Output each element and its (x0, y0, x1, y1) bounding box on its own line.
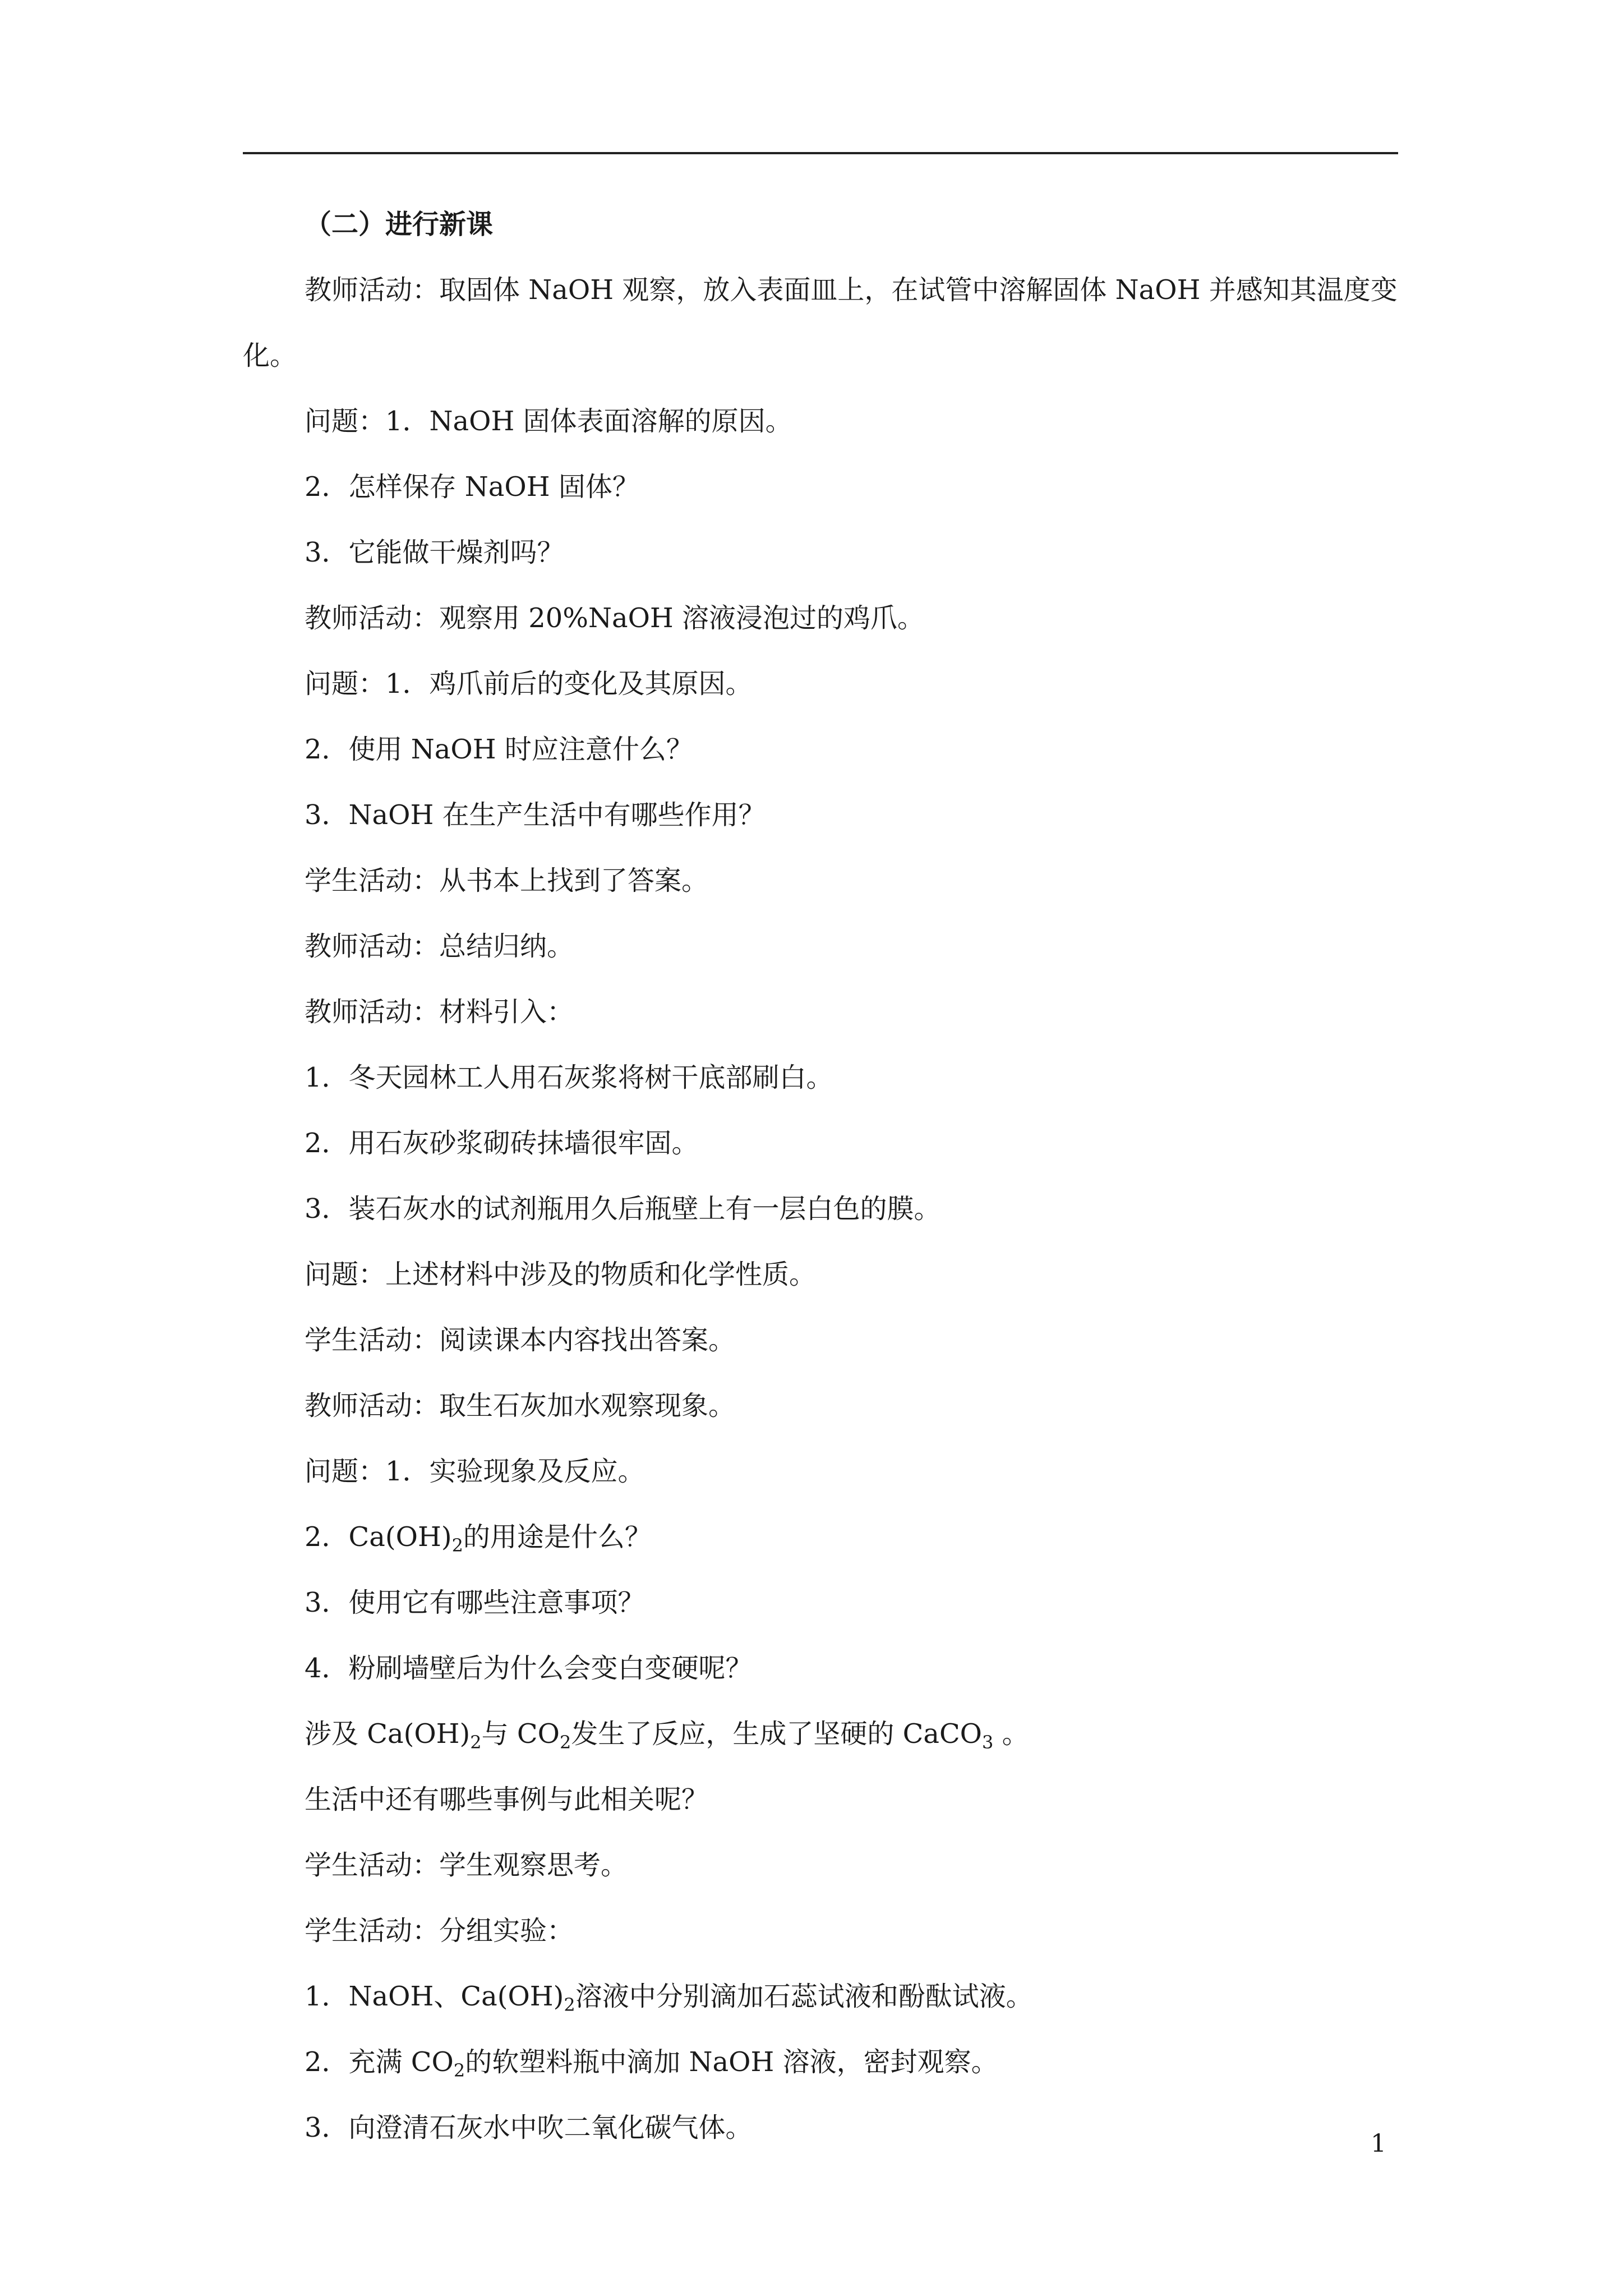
document-body (243, 208, 1398, 2177)
paragraph-line: 学生活动：分组实验： (305, 1915, 574, 1947)
subscript: 3 (982, 1732, 994, 1753)
paragraph-line-co2-bottle (243, 2045, 1398, 2079)
subscript: 2 (470, 1732, 482, 1753)
text-run: 与 CO (481, 1718, 560, 1750)
text-run: 。 (993, 1718, 1029, 1750)
paragraph-line: 学生活动：从书本上找到了答案。 (305, 865, 709, 896)
paragraph-line: 生活中还有哪些事例与此相关呢？ (305, 1784, 709, 1815)
subscript: 2 (559, 1732, 571, 1753)
paragraph-line-indicator (243, 1980, 1398, 2016)
header-rule (243, 152, 1398, 154)
paragraph-line: 学生活动：学生观察思考。 (305, 1849, 628, 1881)
paragraph-line: 2．怎样保存 NaOH 固体？ (305, 471, 639, 503)
text-run: 的软塑料瓶中滴加 NaOH 溶液，密封观察。 (465, 2046, 998, 2078)
paragraph-line: 教师活动：材料引入： (305, 996, 574, 1028)
paragraph-line: 3．向澄清石灰水中吹二氧化碳气体。 (305, 2112, 753, 2143)
text-run: 1．NaOH、Ca(OH) (305, 1981, 564, 2012)
paragraph-line: 3．它能做干燥剂吗？ (305, 537, 564, 568)
paragraph-line: 问题：上述材料中涉及的物质和化学性质。 (305, 1259, 817, 1290)
paragraph-line: 2．使用 NaOH 时应注意什么？ (305, 734, 693, 765)
paragraph-line: 问题：1．实验现象及反应。 (305, 1456, 645, 1487)
paragraph-line: 问题：1．鸡爪前后的变化及其原因。 (305, 668, 753, 700)
text-run: 2．充满 CO (305, 2046, 454, 2078)
subscript: 2 (453, 2060, 465, 2081)
text-run: 涉及 Ca(OH) (305, 1718, 471, 1750)
section-heading: （二）进行新课 (305, 209, 494, 240)
paragraph-line: 2．用石灰砂浆砌砖抹墙很牢固。 (305, 1128, 699, 1159)
paragraph-line: 3．使用它有哪些注意事项？ (305, 1587, 645, 1618)
paragraph-line: 3．NaOH 在生产生活中有哪些作用？ (305, 799, 766, 831)
paragraph-line-reaction (243, 1717, 1398, 1751)
text-run: 溶液中分别滴加石蕊试液和酚酞试液。 (575, 1981, 1033, 2012)
paragraph-line: 问题：1．NaOH 固体表面溶解的原因。 (305, 406, 792, 437)
subscript: 2 (564, 1994, 575, 2016)
paragraph-line: 学生活动：阅读课本内容找出答案。 (305, 1324, 736, 1356)
text-run: 发生了反应，生成了坚硬的 CaCO (571, 1718, 983, 1750)
paragraph-line: 教师活动：取固体 NaOH 观察，放入表面皿上，在试管中溶解固体 NaOH 并感知其温度变 (305, 274, 1398, 306)
paragraph-line: 教师活动：总结归纳。 (305, 931, 574, 962)
text-run: 2．Ca(OH) (305, 1521, 452, 1553)
page-number: 1 (1371, 2129, 1386, 2158)
paragraph-line: 教师活动：取生石灰加水观察现象。 (305, 1390, 736, 1421)
paragraph-line: 教师活动：观察用 20%NaOH 溶液浸泡过的鸡爪。 (305, 602, 925, 634)
paragraph-line: 3．装石灰水的试剂瓶用久后瓶壁上有一层白色的膜。 (305, 1193, 941, 1225)
paragraph-line-caoh2-uses (243, 1520, 1398, 1554)
paragraph-line: 4．粉刷墙壁后为什么会变白变硬呢？ (305, 1653, 753, 1684)
paragraph-line: 1．冬天园林工人用石灰浆将树干底部刷白。 (305, 1062, 833, 1093)
paragraph-line: 化。 (243, 340, 297, 371)
subscript: 2 (451, 1535, 463, 1556)
text-run: 的用途是什么？ (463, 1521, 652, 1553)
